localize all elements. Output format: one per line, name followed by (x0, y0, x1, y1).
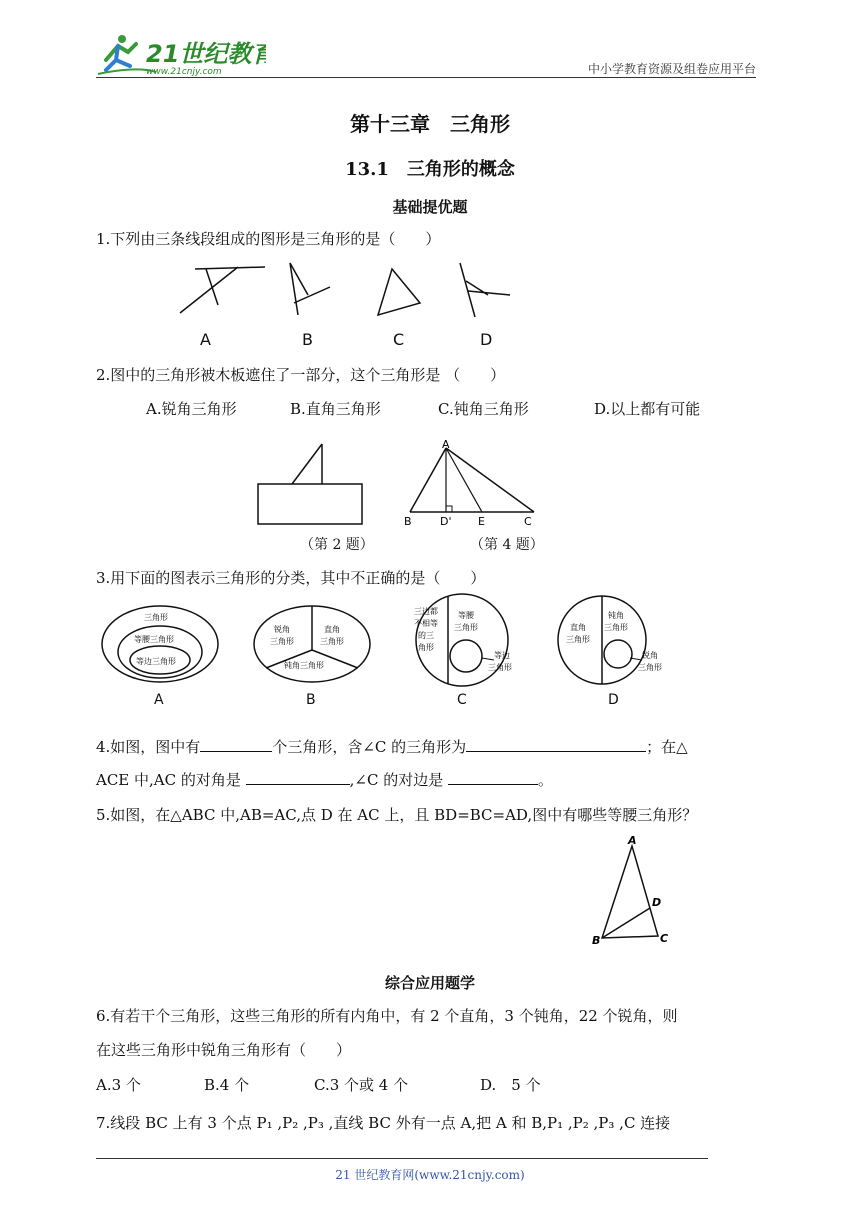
question-6-line-2: 在这些三角形中锐角三角形有（ ） (96, 1041, 352, 1059)
q3-label-d: D (608, 692, 619, 708)
svg-text:三角形: 三角形 (270, 637, 294, 646)
svg-text:钝角: 钝角 (608, 611, 624, 620)
q4-blank-4[interactable] (448, 770, 538, 785)
svg-text:等边三角形: 等边三角形 (136, 657, 176, 666)
fig4-point-c: C (524, 515, 532, 528)
question-7: 7.线段 BC 上有 3 个点 P₁ ,P₂ ,P₃ ,直线 BC 外有一点 A,把 A 和 B,P₁ ,P₂ ,P₃ ,C 连接 (96, 1114, 671, 1132)
svg-text:三角形: 三角形 (566, 635, 590, 644)
svg-text:三角形: 三角形 (144, 613, 168, 622)
q3-figure-d (558, 596, 662, 684)
runner-logo-icon (96, 30, 266, 78)
q4-blank-2[interactable] (466, 737, 646, 752)
question-1: 1.下列由三条线段组成的图形是三角形的是（ ） (96, 230, 441, 248)
svg-text:三边都: 三边都 (414, 607, 438, 616)
footer-link[interactable]: 21 世纪教育网(www.21cnjy.com) (335, 1168, 525, 1182)
fig4-point-e: E (478, 515, 485, 528)
svg-text:三角形: 三角形 (454, 623, 478, 632)
q1-figure-d (460, 263, 510, 317)
footer-divider (96, 1158, 708, 1159)
svg-text:不相等: 不相等 (414, 619, 438, 628)
q2-option-b: B.直角三角形 (290, 400, 381, 418)
question-4-line-2: ACE 中,AC 的对角是 ,∠C 的对边是 。 (96, 771, 554, 789)
fig5-point-c: C (660, 932, 669, 945)
q3-figure-a (102, 606, 218, 682)
fig5-point-d: D (652, 896, 662, 909)
q6-option-d: D. 5 个 (480, 1076, 541, 1094)
q6-option-a: A.3 个 (96, 1076, 141, 1094)
question-5: 5.如图，在△ABC 中,AB=AC,点 D 在 AC 上，且 BD=BC=AD,图中有哪些等腰三角形？ (96, 806, 698, 824)
fig5-point-b: B (592, 934, 601, 947)
header-divider (96, 77, 756, 78)
svg-text:钝角三角形: 钝角三角形 (284, 661, 324, 670)
caption-q4: （第 4 题） (470, 537, 544, 553)
question-2: 2.图中的三角形被木板遮住了一部分，这个三角形是 （ ） (96, 366, 506, 384)
q1-figure-b (290, 263, 330, 315)
svg-text:三角形: 三角形 (604, 623, 628, 632)
q3-figure-b (254, 606, 370, 682)
platform-name: 中小学教育资源及组卷应用平台 (587, 62, 756, 76)
applied-heading: 综合应用题学 (384, 974, 475, 992)
svg-text:三角形: 三角形 (320, 637, 344, 646)
svg-text:角形: 角形 (418, 643, 434, 652)
q2-option-c: C.钝角三角形 (438, 400, 529, 418)
question-6-line-1: 6.有若干个三角形，这些三角形的所有内角中，有 2 个直角，3 个钝角，22 个锐角，则 (96, 1007, 678, 1025)
q6-option-b: B.4 个 (204, 1076, 250, 1094)
question-3: 3.用下面的图表示三角形的分类，其中不正确的是（ ） (96, 569, 486, 587)
svg-text:锐角: 锐角 (642, 651, 658, 660)
q1-figure-a (180, 267, 265, 313)
section-title: 13.1 三角形的概念 (345, 159, 515, 180)
svg-text:等腰: 等腰 (458, 611, 474, 620)
svg-text:三角形: 三角形 (638, 663, 662, 672)
q4-triangle-figure (400, 440, 550, 530)
site-logo (96, 30, 266, 82)
svg-text:的三: 的三 (418, 631, 434, 640)
caption-q2: （第 2 题） (300, 537, 374, 553)
q4-blank-3[interactable] (246, 770, 350, 785)
q1-label-a: A (200, 330, 211, 349)
fig4-point-b: B (404, 515, 412, 528)
q6-option-c: C.3 个或 4 个 (314, 1076, 409, 1094)
q4-blank-1[interactable] (200, 737, 272, 752)
q3-figure-c (414, 594, 512, 686)
q2-option-d: D.以上都有可能 (594, 400, 701, 418)
fig4-point-d: D' (440, 515, 452, 528)
logo-url: www.21cnjy.com (146, 67, 222, 77)
q5-triangle-figure (586, 832, 676, 950)
q3-figures (96, 592, 696, 692)
q3-label-c: C (457, 692, 467, 708)
q1-label-c: C (393, 330, 405, 349)
logo-text: 21世纪教育 (146, 40, 266, 68)
q2-option-a: A.锐角三角形 (146, 400, 237, 418)
svg-text:锐角: 锐角 (274, 625, 290, 634)
svg-text:三角形: 三角形 (488, 663, 512, 672)
svg-text:等腰三角形: 等腰三角形 (134, 635, 174, 644)
q2-board-figure (250, 440, 380, 530)
svg-text:等边: 等边 (494, 651, 510, 660)
question-4-line-1: 4.如图，图中有 个三角形，含∠C 的三角形为 ；在△ (96, 738, 688, 756)
q3-label-b: B (306, 692, 316, 708)
q3-label-a: A (154, 692, 164, 708)
fig4-point-a: A (442, 440, 450, 451)
fig5-point-a: A (628, 834, 637, 847)
svg-text:直角: 直角 (324, 625, 340, 634)
q1-label-b: B (302, 330, 313, 349)
chapter-title: 第十三章 三角形 (350, 112, 510, 136)
q1-figure-c (378, 269, 420, 315)
basic-heading: 基础提优题 (392, 198, 468, 216)
q1-figures (170, 255, 530, 330)
svg-text:直角: 直角 (570, 623, 586, 632)
q1-label-d: D (480, 330, 493, 349)
